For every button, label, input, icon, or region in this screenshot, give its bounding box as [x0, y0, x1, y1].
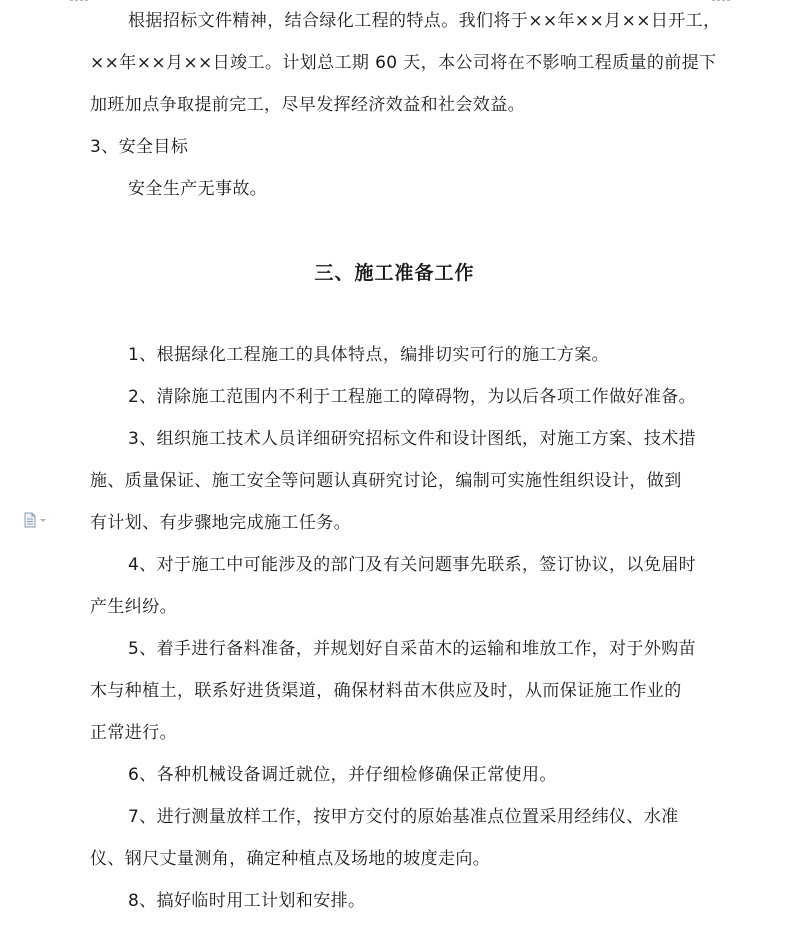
section-title: 三、施工准备工作 [314, 262, 475, 284]
list-item-6: 6、各种机械设备调迁就位，并仔细检修确保正常使用。 [128, 765, 557, 785]
safety-goal-heading: 3、安全目标 [90, 137, 189, 157]
paragraph-options-button[interactable] [22, 512, 52, 528]
list-item-5-line-2: 木与种植土，联系好进货渠道，确保材料苗木供应及时，从而保证施工作业的 [90, 681, 682, 701]
list-item-2: 2、清除施工范围内不利于工程施工的障碍物，为以后各项工作做好准备。 [128, 387, 697, 407]
list-item-8: 8、搞好临时用工计划和安排。 [128, 891, 366, 911]
list-item-4-line-2: 产生纠纷。 [90, 597, 177, 617]
chevron-down-icon [40, 519, 46, 522]
list-item-3-line-3: 有计划、有步骤地完成施工任务。 [90, 513, 351, 533]
list-item-1: 1、根据绿化工程施工的具体特点，编排切实可行的施工方案。 [128, 345, 610, 365]
list-item-3-line-2: 施、质量保证、施工安全等问题认真研究讨论，编制可实施性组织设计，做到 [90, 471, 682, 491]
intro-line-2: ××年××月××日竣工。计划总工期 60 天，本公司将在不影响工程质量的前提下 [90, 53, 717, 73]
intro-line-1: 根据招标文件精神，结合绿化工程的特点。我们将于××年××月××日开工， [128, 11, 721, 31]
list-item-3-line-1: 3、组织施工技术人员详细研究招标文件和设计图纸，对施工方案、技术措 [128, 429, 697, 449]
safety-goal-text: 安全生产无事故。 [128, 179, 268, 199]
intro-line-3: 加班加点争取提前完工，尽早发挥经济效益和社会效益。 [90, 95, 525, 115]
list-item-4-line-1: 4、对于施工中可能涉及的部门及有关问题事先联系，签订协议，以免届时 [128, 555, 697, 575]
list-item-5-line-1: 5、着手进行备料准备，并规划好自采苗木的运输和堆放工作，对于外购苗 [128, 639, 697, 659]
document-icon [22, 512, 52, 528]
list-item-7-line-2: 仪、钢尺丈量测角，确定种植点及场地的坡度走向。 [90, 849, 491, 869]
list-item-7-line-1: 7、进行测量放样工作，按甲方交付的原始基准点位置采用经纬仪、水准 [128, 807, 679, 827]
list-item-5-line-3: 正常进行。 [90, 723, 177, 743]
page-corner-mark-left [70, 0, 88, 1]
